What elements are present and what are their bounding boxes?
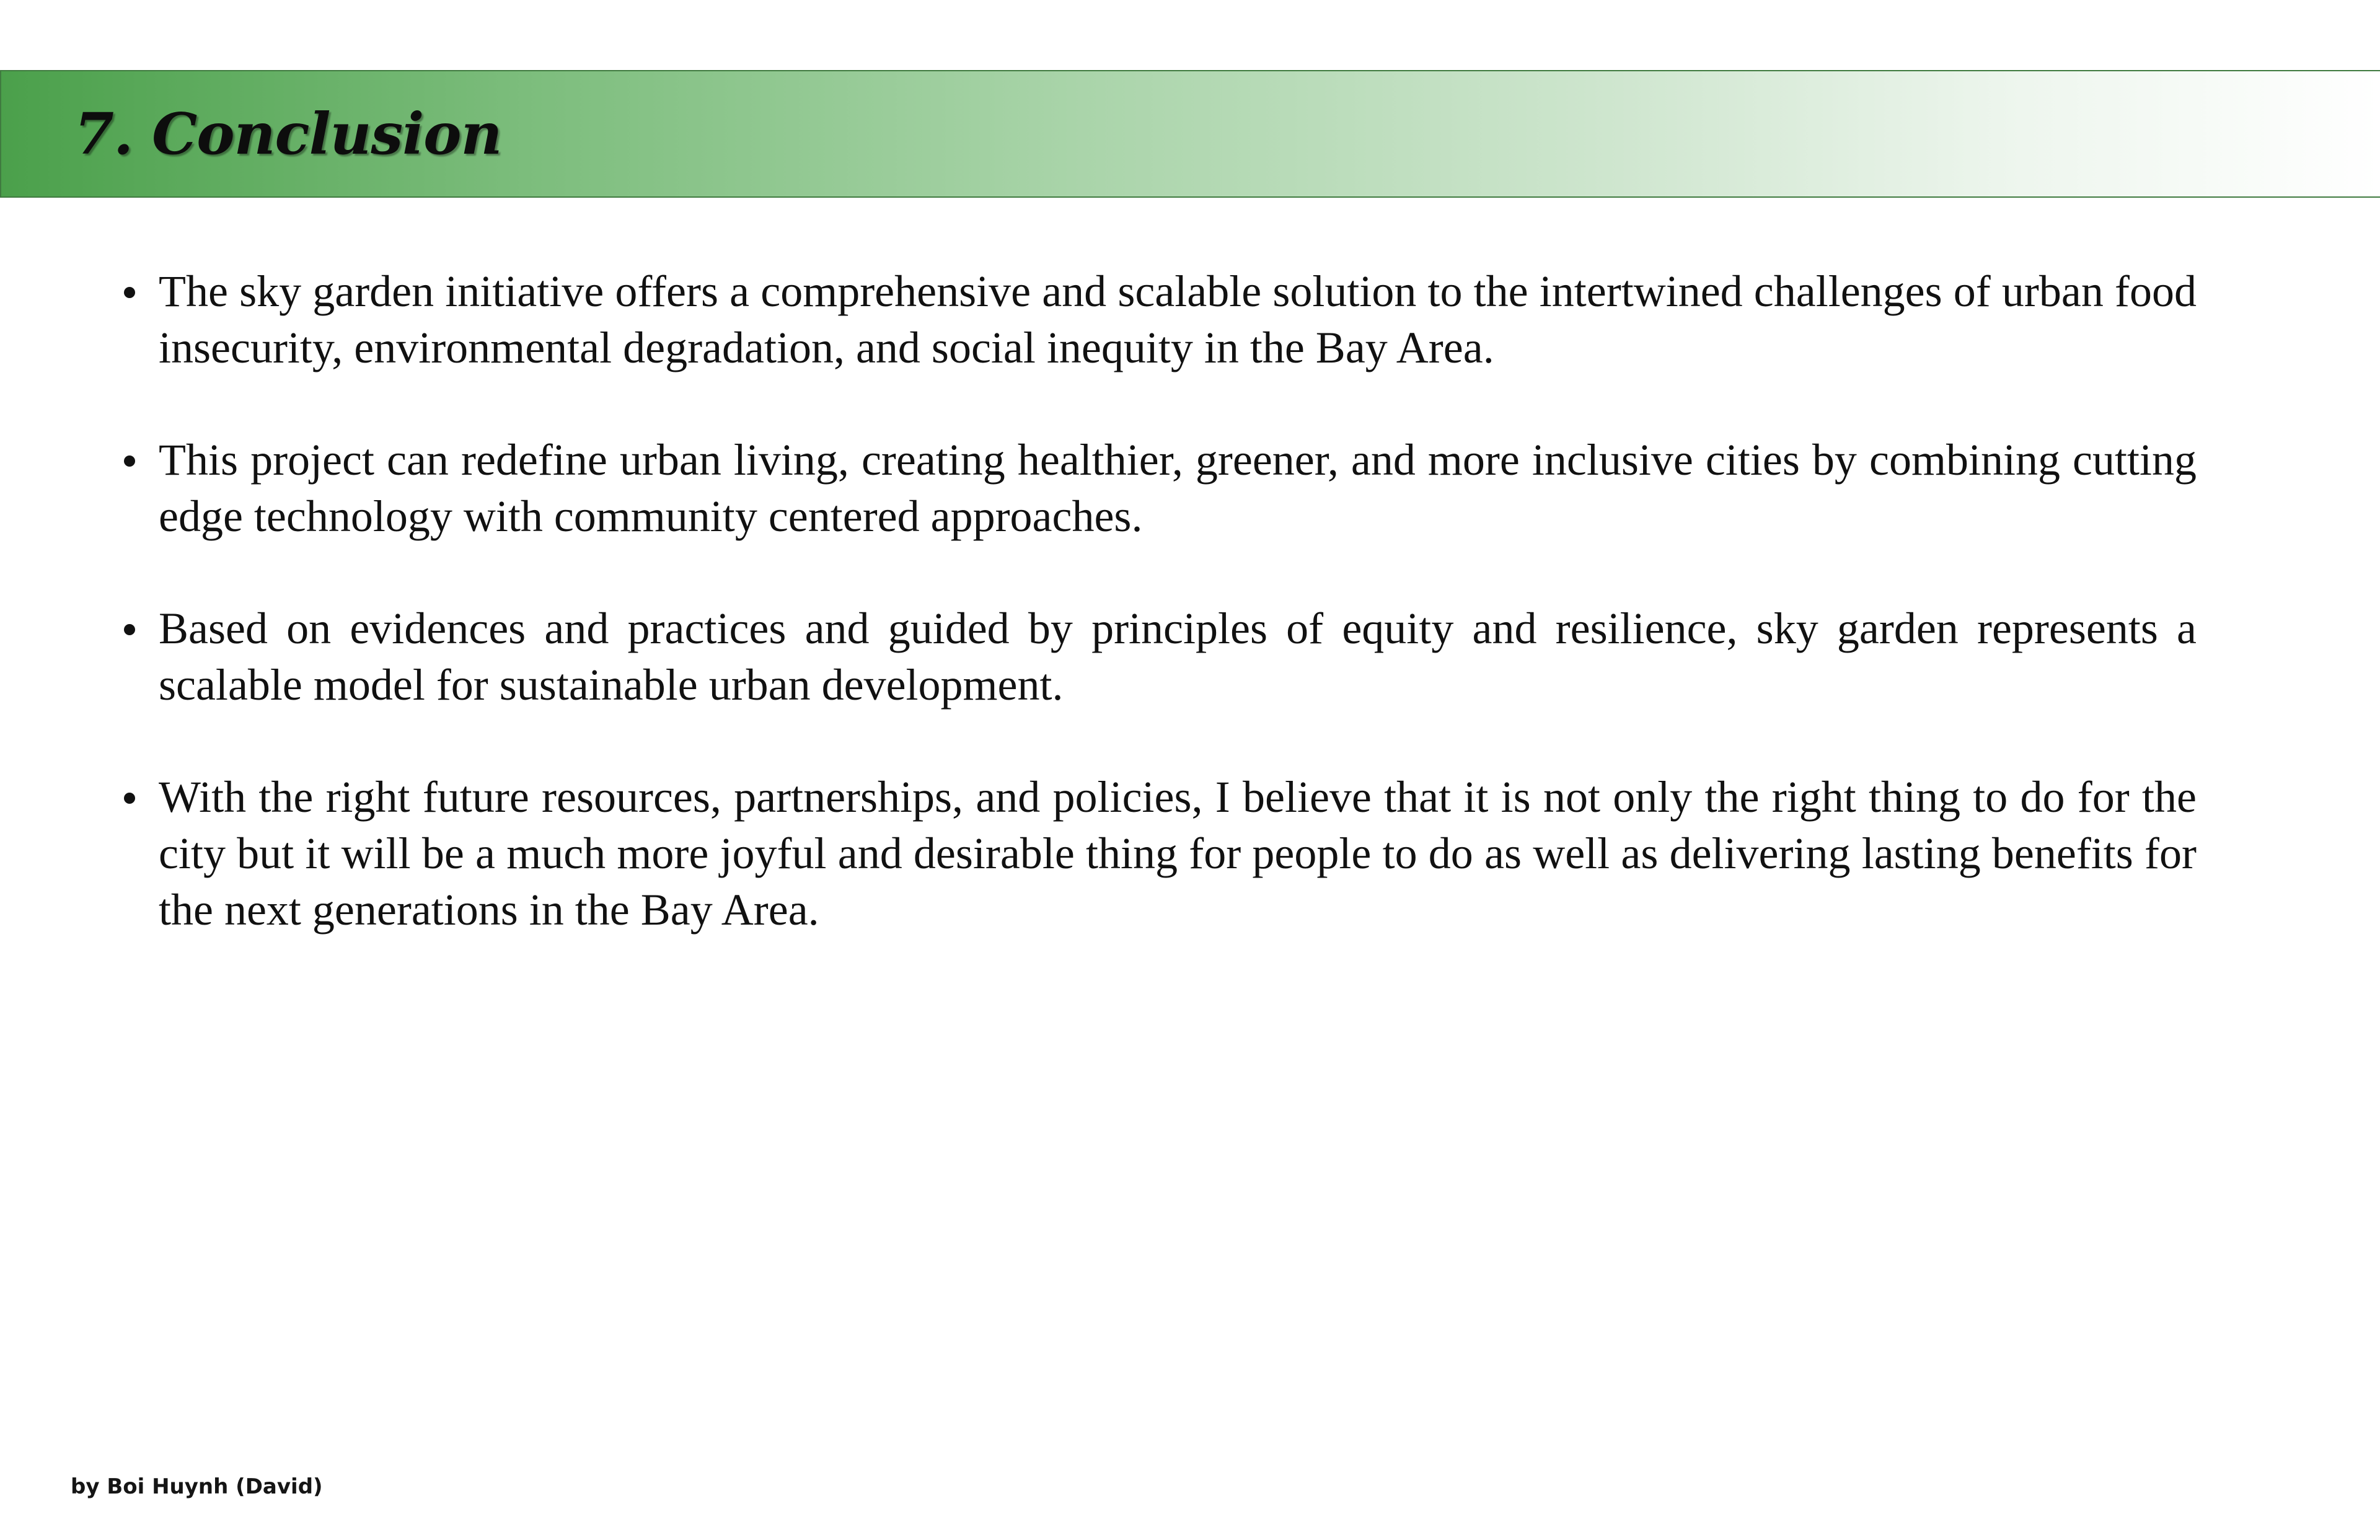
conclusion-bullet-list [121,263,2197,994]
bullet-item [121,769,2197,938]
bullet-dot-icon [124,287,135,298]
bullet-item [121,601,2197,713]
section-header-band [0,70,2380,198]
bullet-text: With the right future resources, partnerships, and policies, I believe that it is not only the right thing to do for the city but it will be a much more joyful and desirable thing for people to do as well as delivering lasting benefits for the next generations in the Bay Area. [159,772,2197,935]
bullet-item [121,432,2197,545]
bullet-dot-icon [124,624,135,635]
section-title: 7. Conclusion [74,100,502,167]
bullet-text: Based on evidences and practices and guided by principles of equity and resilience, sky garden represents a scalable model for sustainable urban development. [159,604,2197,710]
bullet-text: This project can redefine urban living, creating healthier, greener, and more inclusive cities by combining cutting edge technology with community centered approaches. [159,435,2197,541]
author-byline: by Boi Huynh (David) [71,1474,323,1499]
bullet-text: The sky garden initiative offers a comprehensive and scalable solution to the intertwined challenges of urban food insecurity, environmental degradation, and social inequity in the Bay Area. [159,266,2197,372]
bullet-item [121,263,2197,376]
bullet-dot-icon [124,793,135,804]
bullet-dot-icon [124,455,135,467]
